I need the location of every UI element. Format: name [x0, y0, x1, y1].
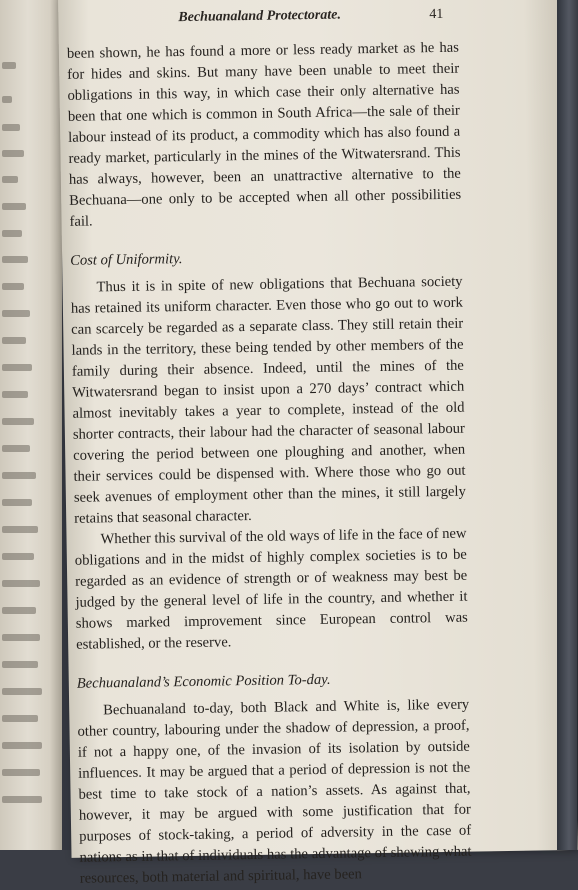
facing-page-text-fragment — [2, 96, 12, 103]
facing-page-text-fragment — [2, 553, 34, 560]
facing-page-text-fragment — [2, 283, 24, 290]
body-text — [67, 38, 472, 890]
facing-page-text-fragment — [2, 607, 36, 614]
facing-page-text-fragment — [2, 256, 28, 263]
facing-page-text-fragment — [2, 634, 40, 641]
facing-page-text-fragment — [2, 150, 24, 157]
facing-page-text-fragment — [2, 230, 22, 237]
running-head — [58, 4, 564, 32]
facing-page-text-fragment — [2, 176, 18, 183]
facing-page-text-fragment — [2, 499, 32, 506]
facing-page-text-fragment — [2, 688, 42, 695]
facing-page-text-fragment — [2, 391, 28, 398]
paragraph: Whether this survival of the old ways of life in the face of new obligations and in the midst of highly complex societies is to be regarded as an evidence of strength or of weakness may best be judged by the general level of life in the country, and whether it shows marked improvement since European control was established, or the reserve. — [74, 525, 468, 653]
facing-page-text-fragment — [2, 526, 38, 533]
running-head-title: Bechuanaland Protectorate. — [178, 7, 342, 26]
facing-page-text-fragment — [2, 124, 20, 131]
facing-page-text-fragment — [2, 580, 40, 587]
facing-page-text-fragment — [2, 796, 42, 803]
section-heading-economic-position: Bechuanaland’s Economic Position To-day. — [76, 671, 331, 692]
facing-page-text-fragment — [2, 62, 16, 69]
facing-page-text-fragment — [2, 418, 34, 425]
facing-page-text-fragment — [2, 445, 30, 452]
facing-page-text-fragment — [2, 364, 32, 371]
facing-page-text-fragment — [2, 661, 38, 668]
facing-page-text-fragment — [2, 715, 38, 722]
paragraph: Bechuanaland to-day, both Black and White is, like every other country, labouring under the shadow of depression, a proof, if not a happy one, of the invasion of its isolation by outside influences. It may be argued that a period of depression is not the best time to take stock of a nation’s assets. As against that, however, it may be argued with some justification that for purposes of stock-taking, a period of adversity in the case of nations as in that of individuals has the advantage of shewing what resources, both material and spiritual, have been — [77, 696, 472, 887]
paragraph-continuation: been shown, he has found a more or less ready market as he has for hides and skins. But many have been unable to meet their obligations in this way, in which case their only alternative has been that one which is common in South Africa—the sale of their labour instead of its product, a commodity which has also found a ready market, particularly in the mines of the Witwatersrand. This has always, however, been an unattractive alternative to the Bechuana—one only to be accepted when all other possibilities fail. — [66, 39, 462, 230]
facing-page-text-fragment — [2, 310, 30, 317]
facing-page-text-fragment — [2, 472, 36, 479]
facing-page-text-fragment — [2, 769, 40, 776]
paragraph: Thus it is in spite of new obligations that Bechuana society has retained its uniform character. Even those who go out to work can scarcely be regarded as a separate class. They still retain their lands in the territory, these being tended by other members of the family during their absence. Indeed, until the mines of the Witwatersrand began to insist upon a 270 days’ contract which almost inevitably takes a year to complete, instead of the old shorter contracts, their labour had the character of seasonal labour covering the period between one ploughing and another, when their services could be dispensed with. Where those who go out seek avenues of employment other than the mines, it still largely retains that seasonal character. — [70, 273, 466, 527]
section-heading-cost-of-uniformity: Cost of Uniformity. — [70, 251, 183, 269]
facing-page-edge — [0, 0, 62, 850]
background-edge — [557, 0, 577, 850]
facing-page-text-fragment — [2, 203, 26, 210]
facing-page-text-fragment — [2, 742, 42, 749]
page-number: 41 — [429, 6, 444, 23]
facing-page-text-fragment — [2, 337, 26, 344]
book-page — [58, 0, 577, 887]
